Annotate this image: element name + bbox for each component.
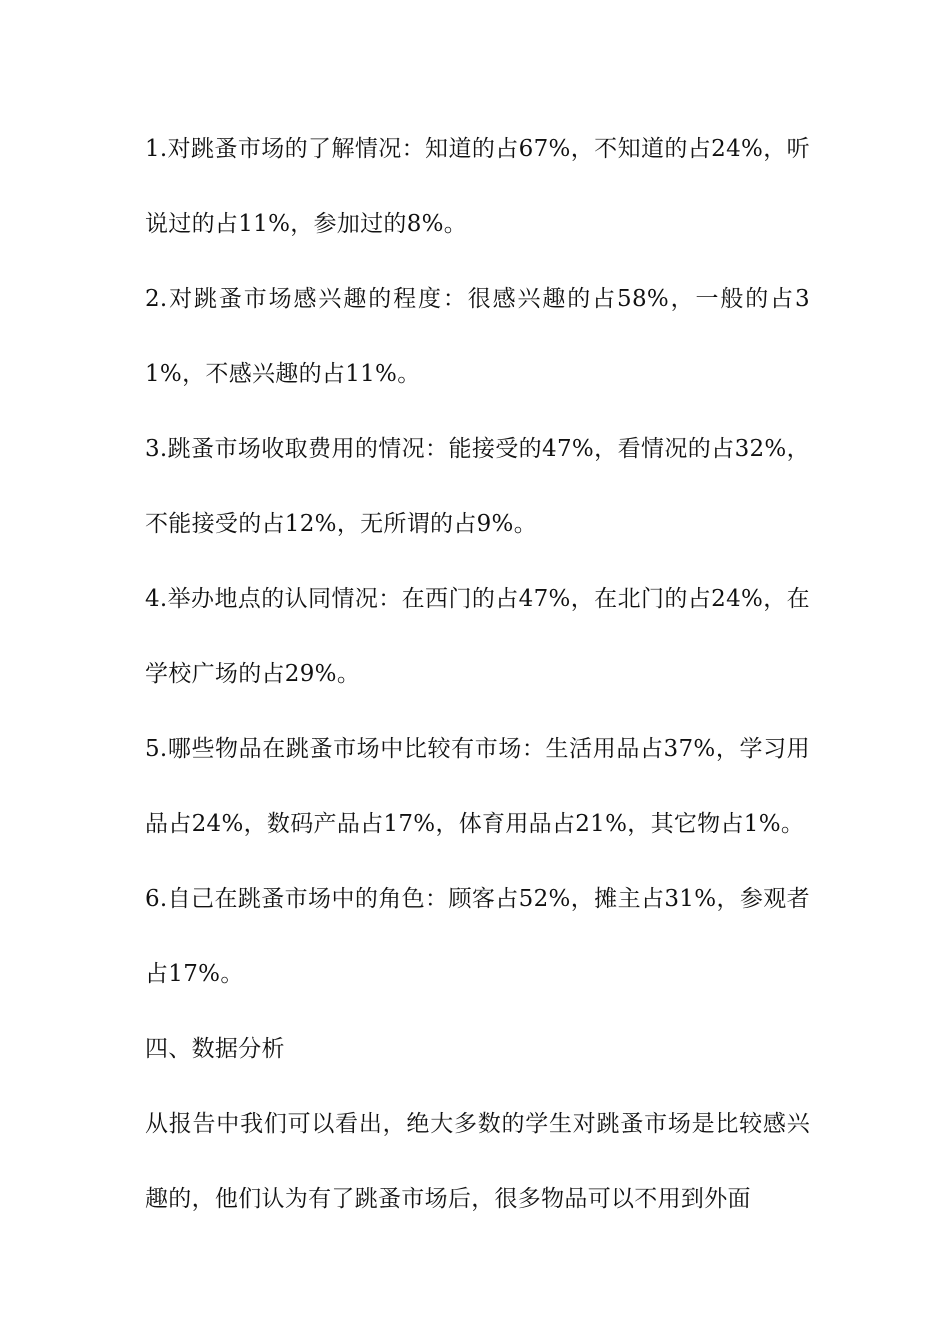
paragraph-interest-level: 2.对跳蚤市场感兴趣的程度：很感兴趣的占58%，一般的占31%，不感兴趣的占11%。	[145, 286, 810, 387]
paragraph-role: 6.自己在跳蚤市场中的角色：顾客占52%，摊主占31%，参观者占17%。	[145, 886, 810, 987]
document-body	[145, 112, 810, 1237]
paragraph-items: 5.哪些物品在跳蚤市场中比较有市场：生活用品占37%，学习用品占24%，数码产品占17%，体育用品占21%，其它物占1%。	[145, 736, 810, 837]
paragraph-awareness: 1.对跳蚤市场的了解情况：知道的占67%，不知道的占24%，听说过的占11%，参加过的8%。	[145, 136, 810, 237]
section-heading-data-analysis: 四、数据分析	[145, 1036, 285, 1062]
paragraph-analysis: 从报告中我们可以看出，绝大多数的学生对跳蚤市场是比较感兴趣的，他们认为有了跳蚤市场后，很多物品可以不用到外面	[145, 1111, 810, 1212]
paragraph-fee-acceptance: 3.跳蚤市场收取费用的情况：能接受的47%，看情况的占32%，不能接受的占12%，无所谓的占9%。	[145, 436, 810, 537]
paragraph-location: 4.举办地点的认同情况：在西门的占47%，在北门的占24%，在学校广场的占29%。	[145, 586, 810, 687]
